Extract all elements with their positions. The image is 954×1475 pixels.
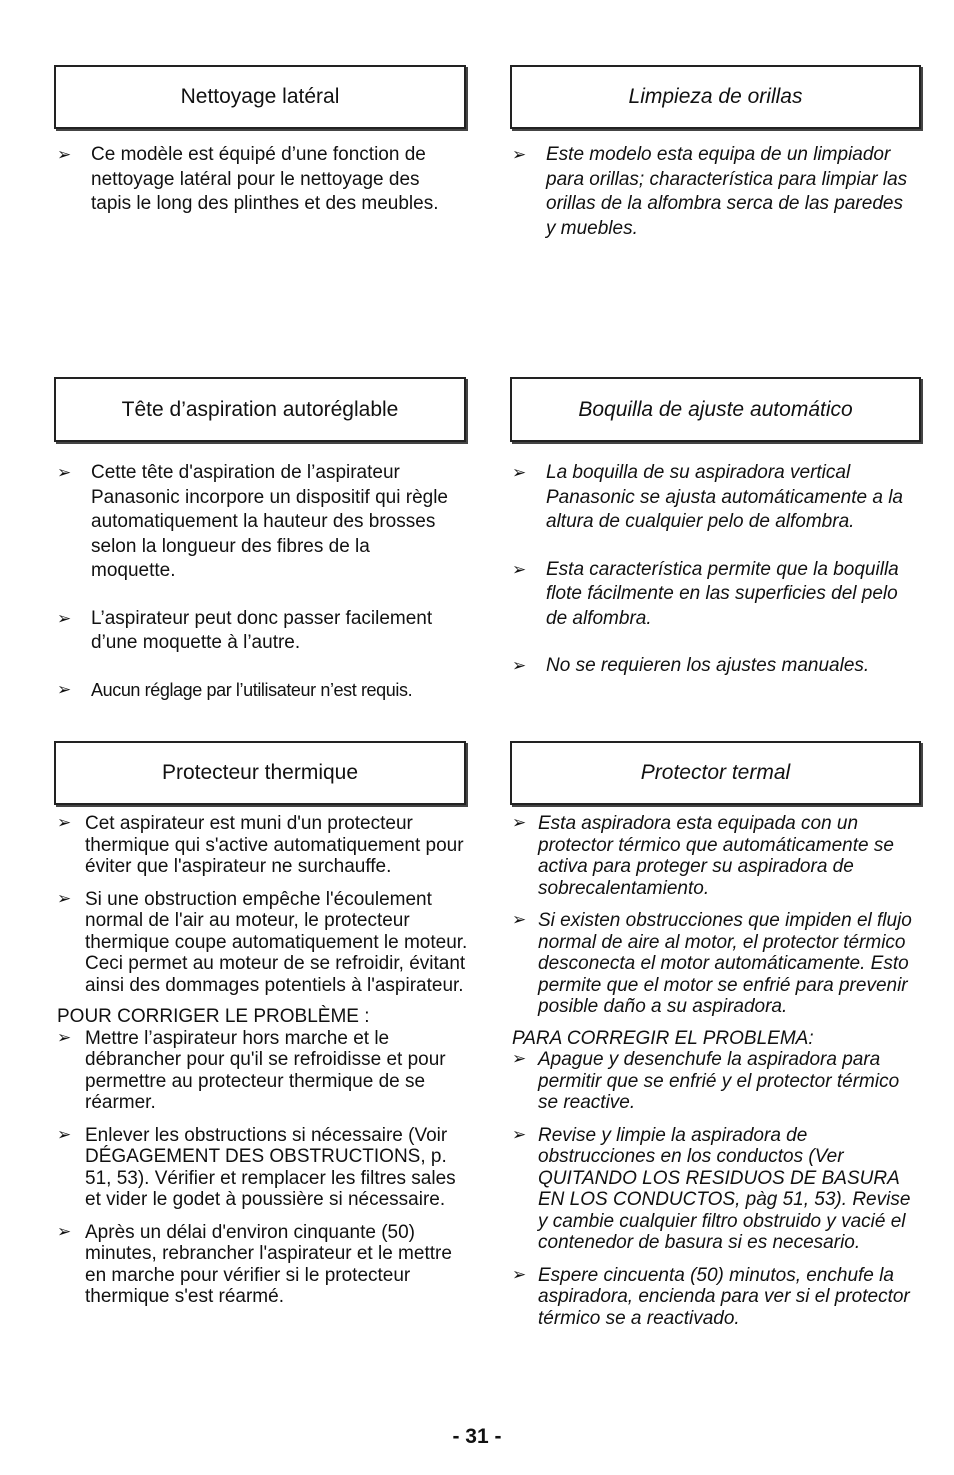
list-item: ➢ No se requieren los ajustes manuales. — [512, 654, 917, 679]
list-item: ➢ Esta aspiradora esta equipada con un protector térmico que automáticamente se activa para proteger su aspiradora de sobrecalentamiento. — [512, 813, 894, 899]
arrow-bullet-icon: ➢ — [57, 1124, 72, 1145]
list-item: ➢ Ce modèle est équipé d’une fonction de nettoyage latéral pour le nettoyage des tapis le long des plinthes et des meubles. — [57, 144, 439, 214]
heading-protector-termal: Protector termal — [510, 741, 921, 805]
arrow-bullet-icon: ➢ — [57, 463, 72, 483]
heading-protecteur-thermique: Protecteur thermique — [54, 741, 466, 805]
section-tete-aspiration — [57, 461, 457, 702]
list-item: ➢ Aucun réglage par l’utilisateur n’est requis. — [57, 678, 457, 703]
list-item: ➢ Mettre l’aspirateur hors marche et le débrancher pour qu'il se refroidisse et pour permettre au protecteur thermique de se réarmer. — [57, 1027, 446, 1113]
list-item: ➢ Si existen obstrucciones que impiden el flujo normal de aire al motor, el protector térmico desconecta el motor automáticamente. Esto permite que el motor se enfrié para prevenir posible daño a su aspiradora. — [512, 910, 912, 1017]
list-item: ➢ Cette tête d'aspiration de l’aspirateur Panasonic incorpore un dispositif qui règle automatiquement la hauteur des brosses selon la longueur des fibres de la moquette. — [57, 462, 448, 581]
arrow-bullet-icon: ➢ — [57, 813, 72, 833]
arrow-bullet-icon: ➢ — [57, 679, 71, 700]
list-item: ➢ Enlever les obstructions si nécessaire (Voir DÉGAGEMENT DES OBSTRUCTIONS, p. 51, 53). Vérifier et remplacer les filtres sales et vider le godet à poussière si nécessaire. — [57, 1124, 456, 1210]
arrow-bullet-icon: ➢ — [512, 813, 527, 833]
section-protecteur-thermique — [57, 813, 469, 1308]
list-item: ➢ Si une obstruction empêche l'écoulement normal de l'air au moteur, le protecteur thermique coupe automatiquement le moteur. Ceci permet au moteur de se refroidir, évitant ainsi des dommages potentiels à l'aspirateur. — [57, 888, 468, 996]
heading-limpieza-orillas: Limpieza de orillas — [510, 65, 921, 129]
fix-label: POUR CORRIGER LE PROBLÈME : — [57, 1006, 370, 1027]
arrow-bullet-icon: ➢ — [512, 145, 527, 165]
section-protector-termal — [512, 813, 922, 1329]
arrow-bullet-icon: ➢ — [512, 559, 527, 580]
heading-nettoyage-lateral: Nettoyage latéral — [54, 65, 466, 129]
list-item: ➢ La boquilla de su aspiradora vertical Panasonic se ajusta automáticamente a la altura de cualquier pelo de alfombra. — [512, 462, 903, 532]
list-item: ➢ Este modelo esta equipa de un limpiador para orillas; characterística para limpiar las orillas de la alfombra serca de las paredes y muebles. — [512, 144, 908, 239]
list-item: ➢ Cet aspirateur est muni d'un protecteur thermique qui s'active automatiquement pour éviter que l'aspirateur ne surchauffe. — [57, 813, 464, 877]
arrow-bullet-icon: ➢ — [57, 888, 72, 909]
list-item: ➢ Apague y desenchufe la aspiradora para permitir que se enfrié y el protector térmico se reactive. — [512, 1049, 900, 1113]
section-boquilla-ajuste — [512, 461, 917, 679]
list-item: ➢ Après un délai d'environ cinquante (50) minutes, rebrancher l'aspirateur et le mettre en marche pour vérifier si le protecteur thermique s'est réarmé. — [57, 1221, 452, 1307]
arrow-bullet-icon: ➢ — [512, 1264, 527, 1285]
arrow-bullet-icon: ➢ — [512, 1049, 527, 1069]
arrow-bullet-icon: ➢ — [57, 1027, 72, 1048]
heading-tete-aspiration: Tête d’aspiration autoréglable — [54, 377, 466, 442]
fix-label: PARA CORREGIR EL PROBLEMA: — [512, 1027, 814, 1049]
arrow-bullet-icon: ➢ — [512, 656, 527, 676]
section-limpieza-orillas — [512, 143, 912, 241]
section-nettoyage-lateral — [57, 143, 457, 217]
arrow-bullet-icon: ➢ — [57, 608, 72, 629]
list-item: ➢ Revise y limpie la aspiradora de obstrucciones en los conductos (Ver QUITANDO LOS RESIDUOS DE BASURA EN LOS CONDUCTOS, pàg 51, 53). Revise y cambie cualquier filtro obstruido y vacié el contenedor de basura si es necesario. — [512, 1124, 911, 1253]
heading-boquilla-ajuste: Boquilla de ajuste automático — [510, 377, 921, 442]
arrow-bullet-icon: ➢ — [512, 463, 527, 483]
arrow-bullet-icon: ➢ — [57, 1221, 72, 1242]
page-number: - 31 - — [452, 1425, 502, 1448]
list-item: ➢ Espere cincuenta (50) minutos, enchufe la aspiradora, encienda para ver si el protector térmico se a reactivado. — [512, 1264, 910, 1329]
list-item: ➢ Esta característica permite que la boquilla flote fácilmente en las superficies del pelo de alfombra. — [512, 558, 899, 629]
arrow-bullet-icon: ➢ — [512, 910, 527, 930]
arrow-bullet-icon: ➢ — [57, 145, 72, 165]
arrow-bullet-icon: ➢ — [512, 1124, 527, 1145]
list-item: ➢ L’aspirateur peut donc passer facilement d’une moquette à l’autre. — [57, 607, 433, 653]
